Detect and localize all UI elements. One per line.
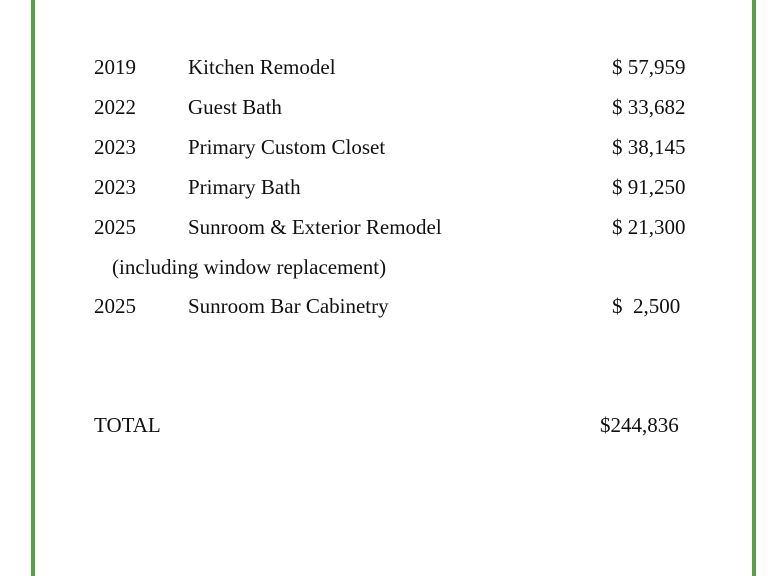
- entry-amount: $ 38,145: [612, 135, 686, 159]
- entry-description: Guest Bath: [188, 95, 282, 119]
- entry-row: [0, 212, 768, 242]
- entry-note-row: [0, 252, 768, 282]
- entry-year: 2022: [94, 95, 136, 119]
- entry-year: 2019: [94, 55, 136, 79]
- entry-year: 2025: [94, 294, 136, 318]
- entry-row: [0, 172, 768, 202]
- entry-description: Sunroom Bar Cabinetry: [188, 294, 389, 318]
- entry-year: 2025: [94, 215, 136, 239]
- entry-year: 2023: [94, 135, 136, 159]
- entry-description: Sunroom & Exterior Remodel: [188, 215, 442, 239]
- entry-description: Kitchen Remodel: [188, 55, 336, 79]
- entry-row: [0, 92, 768, 122]
- entry-amount: $ 33,682: [612, 95, 686, 119]
- entry-row: [0, 132, 768, 162]
- entry-amount: $ 57,959: [612, 55, 686, 79]
- entry-year: 2023: [94, 175, 136, 199]
- page-border-right: [752, 0, 756, 576]
- total-amount: $244,836: [600, 413, 679, 437]
- total-label: TOTAL: [94, 413, 161, 437]
- page-border-left: [31, 0, 35, 576]
- entry-row: [0, 291, 768, 321]
- entry-row: [0, 52, 768, 82]
- entry-description: Primary Custom Closet: [188, 135, 386, 159]
- entry-description: Primary Bath: [188, 175, 301, 199]
- entry-amount: $ 91,250: [612, 175, 686, 199]
- total-row: [0, 410, 768, 440]
- entry-amount: $ 2,500: [612, 294, 681, 318]
- entry-amount: $ 21,300: [612, 215, 686, 239]
- entry-note: (including window replacement): [112, 255, 387, 279]
